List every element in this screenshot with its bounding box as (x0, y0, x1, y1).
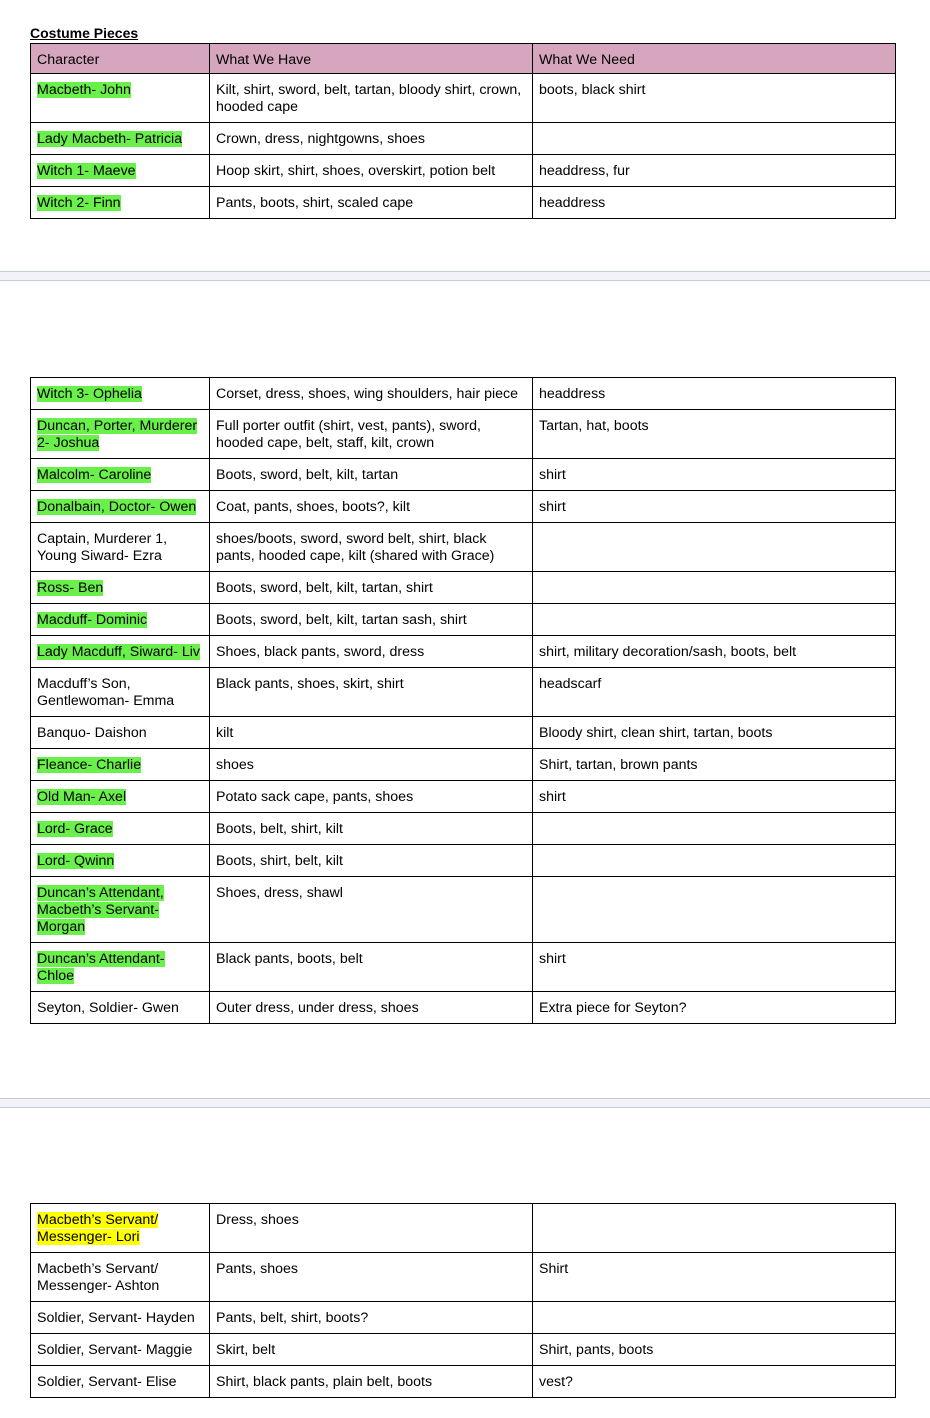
table-row (31, 572, 896, 604)
character-cell (31, 74, 210, 123)
character-name: Witch 1- Maeve (37, 163, 136, 179)
what-we-have-cell: Boots, shirt, belt, kilt (210, 845, 533, 877)
what-we-need-cell: headdress, fur (533, 155, 896, 187)
character-cell (31, 992, 210, 1024)
costume-table-page-1 (30, 43, 896, 219)
character-cell (31, 1302, 210, 1334)
what-we-have-cell: Pants, boots, shirt, scaled cape (210, 187, 533, 219)
what-we-have-cell: Boots, sword, belt, kilt, tartan sash, shirt (210, 604, 533, 636)
costume-table-page-2 (30, 377, 896, 1024)
character-cell (31, 604, 210, 636)
character-cell (31, 491, 210, 523)
character-name: Macbeth’s Servant/ Messenger- Lori (37, 1212, 159, 1245)
character-name: Soldier, Servant- Maggie (37, 1342, 193, 1358)
what-we-need-cell (533, 123, 896, 155)
what-we-need-cell: shirt (533, 491, 896, 523)
character-cell (31, 717, 210, 749)
what-we-need-cell: headdress (533, 378, 896, 410)
table-row (31, 187, 896, 219)
what-we-have-cell: Crown, dress, nightgowns, shoes (210, 123, 533, 155)
table-row (31, 877, 896, 943)
table-row (31, 155, 896, 187)
what-we-have-cell: Full porter outfit (shirt, vest, pants), sword, hooded cape, belt, staff, kilt, crown (210, 410, 533, 459)
table-row (31, 717, 896, 749)
what-we-need-cell: Tartan, hat, boots (533, 410, 896, 459)
what-we-have-cell: Dress, shoes (210, 1204, 533, 1253)
what-we-need-cell: headdress (533, 187, 896, 219)
table-row (31, 813, 896, 845)
character-cell (31, 572, 210, 604)
character-name: Witch 2- Finn (37, 195, 121, 211)
table-row (31, 459, 896, 491)
what-we-need-cell: shirt (533, 781, 896, 813)
character-name: Ross- Ben (37, 580, 104, 596)
table-row (31, 845, 896, 877)
table-row (31, 74, 896, 123)
character-cell (31, 523, 210, 572)
character-cell (31, 410, 210, 459)
what-we-need-cell: Extra piece for Seyton? (533, 992, 896, 1024)
what-we-have-cell: Boots, sword, belt, kilt, tartan (210, 459, 533, 491)
document-title: Costume Pieces (30, 25, 139, 41)
what-we-need-cell: boots, black shirt (533, 74, 896, 123)
what-we-need-cell: shirt (533, 459, 896, 491)
what-we-have-cell: Shoes, black pants, sword, dress (210, 636, 533, 668)
character-name: Duncan’s Attendant- Chloe (37, 951, 165, 984)
character-cell (31, 123, 210, 155)
character-name: Macduff- Dominic (37, 612, 148, 628)
page-break (0, 271, 930, 281)
character-name: Duncan’s Attendant, Macbeth’s Servant- Morgan (37, 885, 164, 935)
table-row (31, 604, 896, 636)
table-row (31, 1334, 896, 1366)
what-we-have-cell: Outer dress, under dress, shoes (210, 992, 533, 1024)
what-we-have-cell: Black pants, shoes, skirt, shirt (210, 668, 533, 717)
character-name: Macbeth- John (37, 82, 131, 98)
character-name: Macduff’s Son, Gentlewoman- Emma (37, 676, 175, 709)
page-break (0, 1098, 930, 1108)
what-we-need-cell (533, 523, 896, 572)
table-row (31, 943, 896, 992)
what-we-have-cell: Coat, pants, shoes, boots?, kilt (210, 491, 533, 523)
what-we-need-cell (533, 1204, 896, 1253)
what-we-need-cell: shirt, military decoration/sash, boots, belt (533, 636, 896, 668)
character-name: Seyton, Soldier- Gwen (37, 1000, 179, 1016)
character-cell (31, 781, 210, 813)
character-cell (31, 749, 210, 781)
what-we-have-cell: Black pants, boots, belt (210, 943, 533, 992)
header-what-we-need: What We Need (533, 44, 896, 74)
what-we-need-cell: shirt (533, 943, 896, 992)
character-name: Old Man- Axel (37, 789, 127, 805)
what-we-have-cell: Shirt, black pants, plain belt, boots (210, 1366, 533, 1398)
table-row (31, 1302, 896, 1334)
what-we-need-cell: Bloody shirt, clean shirt, tartan, boots (533, 717, 896, 749)
what-we-have-cell: shoes (210, 749, 533, 781)
table-row (31, 491, 896, 523)
what-we-have-cell: Pants, shoes (210, 1253, 533, 1302)
character-cell (31, 1334, 210, 1366)
what-we-need-cell (533, 877, 896, 943)
character-cell (31, 378, 210, 410)
what-we-need-cell (533, 1302, 896, 1334)
what-we-have-cell: Pants, belt, shirt, boots? (210, 1302, 533, 1334)
costume-table-page-3 (30, 1203, 896, 1398)
character-name: Lord- Qwinn (37, 853, 115, 869)
character-cell (31, 1366, 210, 1398)
what-we-have-cell: Boots, sword, belt, kilt, tartan, shirt (210, 572, 533, 604)
what-we-need-cell (533, 813, 896, 845)
table-row (31, 1204, 896, 1253)
what-we-need-cell: vest? (533, 1366, 896, 1398)
character-cell (31, 813, 210, 845)
what-we-have-cell: Skirt, belt (210, 1334, 533, 1366)
character-name: Witch 3- Ophelia (37, 386, 142, 402)
character-cell (31, 845, 210, 877)
character-name: Malcolm- Caroline (37, 467, 152, 483)
character-name: Macbeth’s Servant/ Messenger- Ashton (37, 1261, 160, 1294)
what-we-need-cell (533, 845, 896, 877)
character-name: Duncan, Porter, Murderer 2- Joshua (37, 418, 198, 451)
what-we-need-cell: headscarf (533, 668, 896, 717)
character-cell (31, 459, 210, 491)
what-we-have-cell: Potato sack cape, pants, shoes (210, 781, 533, 813)
character-name: Donalbain, Doctor- Owen (37, 499, 197, 515)
table-row (31, 1366, 896, 1398)
what-we-need-cell: Shirt, pants, boots (533, 1334, 896, 1366)
character-name: Captain, Murderer 1, Young Siward- Ezra (37, 531, 168, 564)
what-we-have-cell: kilt (210, 717, 533, 749)
character-cell (31, 877, 210, 943)
what-we-have-cell: shoes/boots, sword, sword belt, shirt, black pants, hooded cape, kilt (shared with Grace) (210, 523, 533, 572)
character-name: Soldier, Servant- Hayden (37, 1310, 195, 1326)
what-we-have-cell: Kilt, shirt, sword, belt, tartan, bloody shirt, crown, hooded cape (210, 74, 533, 123)
header-what-we-have: What We Have (210, 44, 533, 74)
character-name: Banquo- Daishon (37, 725, 147, 741)
what-we-need-cell (533, 604, 896, 636)
character-cell (31, 155, 210, 187)
table-row (31, 781, 896, 813)
character-cell (31, 943, 210, 992)
character-name: Lord- Grace (37, 821, 113, 837)
character-cell (31, 636, 210, 668)
what-we-have-cell: Hoop skirt, shirt, shoes, overskirt, potion belt (210, 155, 533, 187)
table-row (31, 1253, 896, 1302)
character-name: Fleance- Charlie (37, 757, 142, 773)
header-character: Character (31, 44, 210, 74)
character-cell (31, 1204, 210, 1253)
table-row (31, 749, 896, 781)
table-row (31, 123, 896, 155)
character-name: Lady Macbeth- Patricia (37, 131, 183, 147)
character-cell (31, 1253, 210, 1302)
what-we-need-cell: Shirt, tartan, brown pants (533, 749, 896, 781)
table-row (31, 378, 896, 410)
table-row (31, 992, 896, 1024)
table-row (31, 636, 896, 668)
what-we-have-cell: Corset, dress, shoes, wing shoulders, hair piece (210, 378, 533, 410)
what-we-have-cell: Shoes, dress, shawl (210, 877, 533, 943)
character-name: Lady Macduff, Siward- Liv (37, 644, 200, 660)
table-row (31, 523, 896, 572)
what-we-have-cell: Boots, belt, shirt, kilt (210, 813, 533, 845)
table-row (31, 668, 896, 717)
character-cell (31, 187, 210, 219)
what-we-need-cell (533, 572, 896, 604)
character-name: Soldier, Servant- Elise (37, 1374, 177, 1390)
what-we-need-cell: Shirt (533, 1253, 896, 1302)
table-header-row (31, 44, 896, 74)
character-cell (31, 668, 210, 717)
table-row (31, 410, 896, 459)
